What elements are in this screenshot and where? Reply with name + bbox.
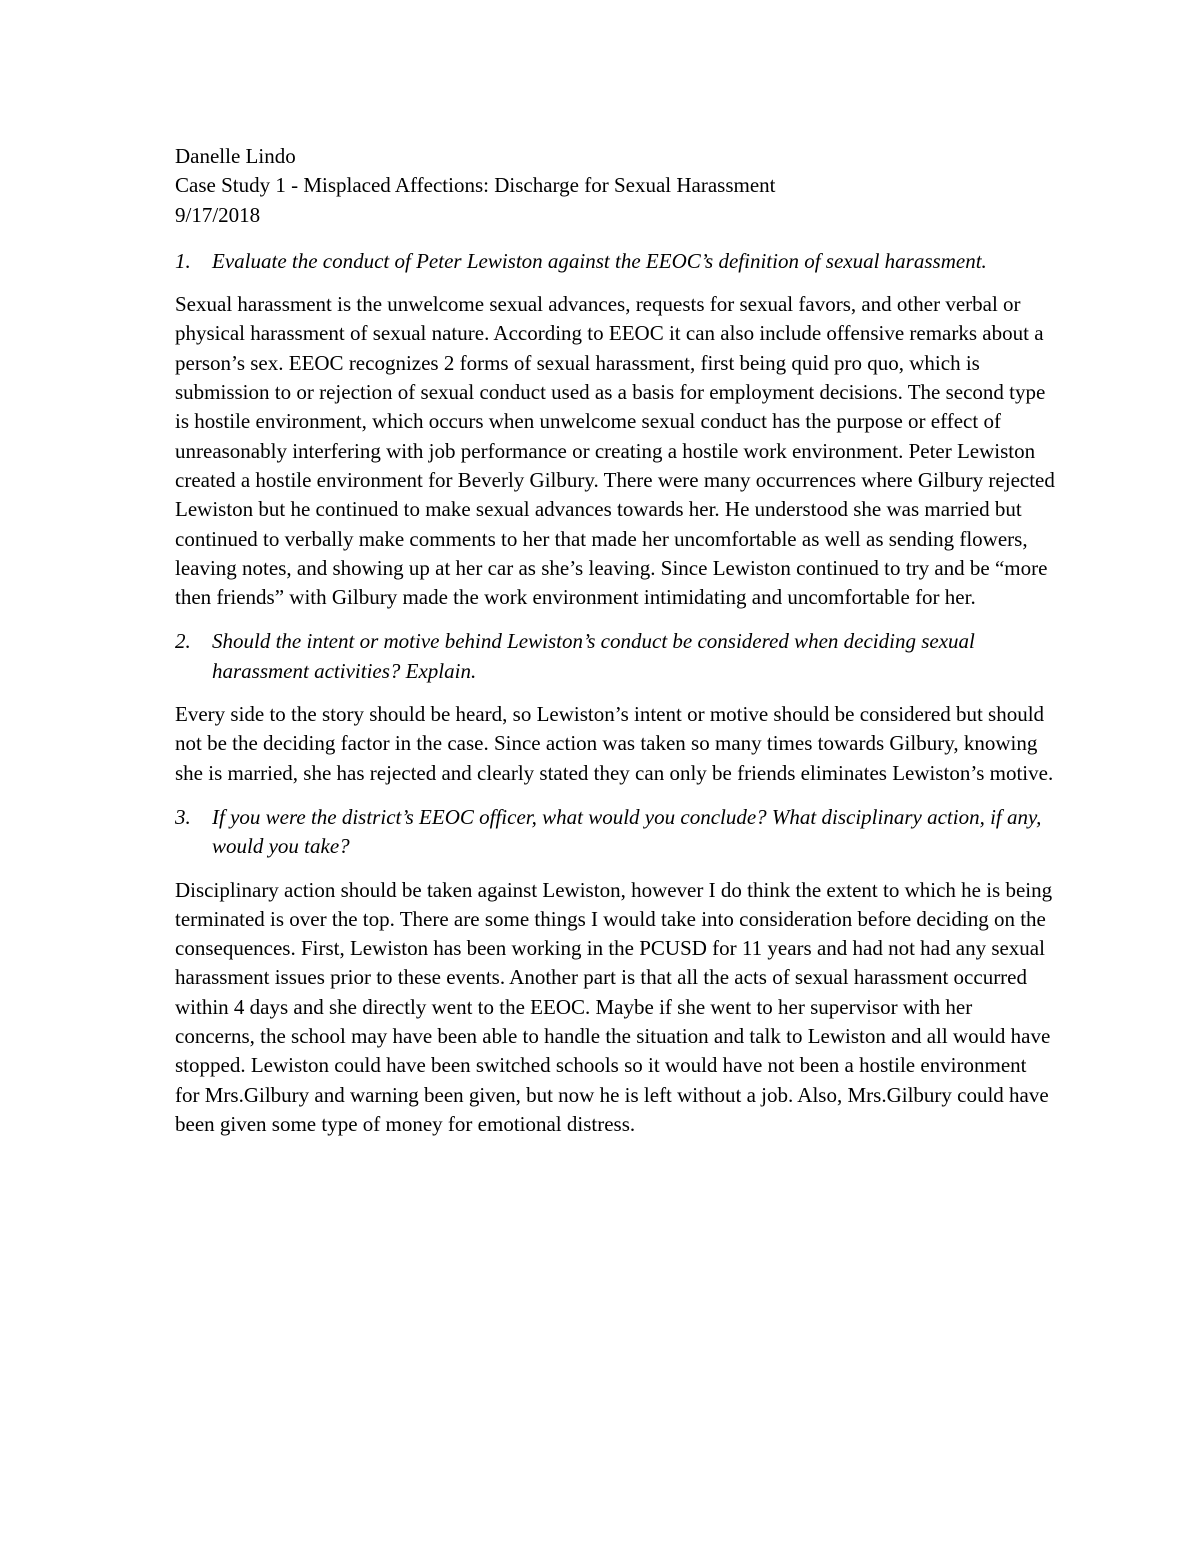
question-2-text: Should the intent or motive behind Lewiston’s conduct be considered when deciding sexual harassment activities? Explain. [212, 629, 975, 683]
question-3-text: If you were the district’s EEOC officer, what would you conclude? What disciplinary action, if any, would you take? [212, 804, 1042, 859]
question-3 [175, 803, 1055, 862]
question-2 [175, 627, 1055, 686]
answer-2: Every side to the story should be heard, so Lewiston’s intent or motive should be considered but should not be the deciding factor in the case. Since action was taken so many times towards Gilbury, knowing she is married, she has rejected and clearly stated they can only be friends eliminates Lewiston’s motive. [175, 702, 1054, 785]
document-title: Case Study 1 - Misplaced Affections: Discharge for Sexual Harassment [175, 173, 776, 198]
question-2-number: 2. [175, 629, 191, 654]
question-3-number: 3. [175, 804, 191, 829]
author-name: Danelle Lindo [175, 144, 296, 168]
question-1 [175, 247, 1055, 276]
question-1-text: Evaluate the conduct of Peter Lewiston against the EEOC’s definition of sexual harassment. [212, 248, 987, 273]
answer-3: Disciplinary action should be taken against Lewiston, however I do think the extent to which he is being terminated is over the top. There are some things I would take into consideration before deciding on the consequences. First, Lewiston has been working in the PCUSD for 11 years and had not had any sexual harassment issues prior to these events. Another part is that all the acts of sexual harassment occurred within 4 days and she directly went to the EEOC. Maybe if she went to her supervisor with her concerns, the school may have been able to handle the situation and talk to Lewiston and all would have stopped. Lewiston could have been switched schools so it would have not been a hostile environment for Mrs.Gilbury and warning been given, but now he is left without a job. Also, Mrs.Gilbury could have been given some type of money for emotional distress. [175, 877, 1053, 1136]
document-body [175, 142, 1055, 1139]
document-date: 9/17/2018 [175, 202, 261, 227]
answer-1: Sexual harassment is the unwelcome sexual advances, requests for sexual favors, and other verbal or physical harassment of sexual nature. According to EEOC it can also include offensive remarks about a person’s sex. EEOC recognizes 2 forms of sexual harassment, first being quid pro quo, which is submission to or rejection of sexual conduct used as a basis for employment decisions. The second type is hostile environment, which occurs when unwelcome sexual conduct has the purpose or effect of unreasonably interfering with job performance or creating a hostile work environment. Peter Lewiston created a hostile environment for Beverly Gilbury. There were many occurrences where Gilbury rejected Lewiston but he continued to make sexual advances towards her. He understood she was married but continued to verbally make comments to her that made her uncomfortable as well as sending flowers, leaving notes, and showing up at her car as she’s leaving. Since Lewiston continued to try and be “more then friends” with Gilbury made the work environment intimidating and uncomfortable for her. [175, 292, 1055, 610]
question-1-number: 1. [175, 248, 191, 273]
